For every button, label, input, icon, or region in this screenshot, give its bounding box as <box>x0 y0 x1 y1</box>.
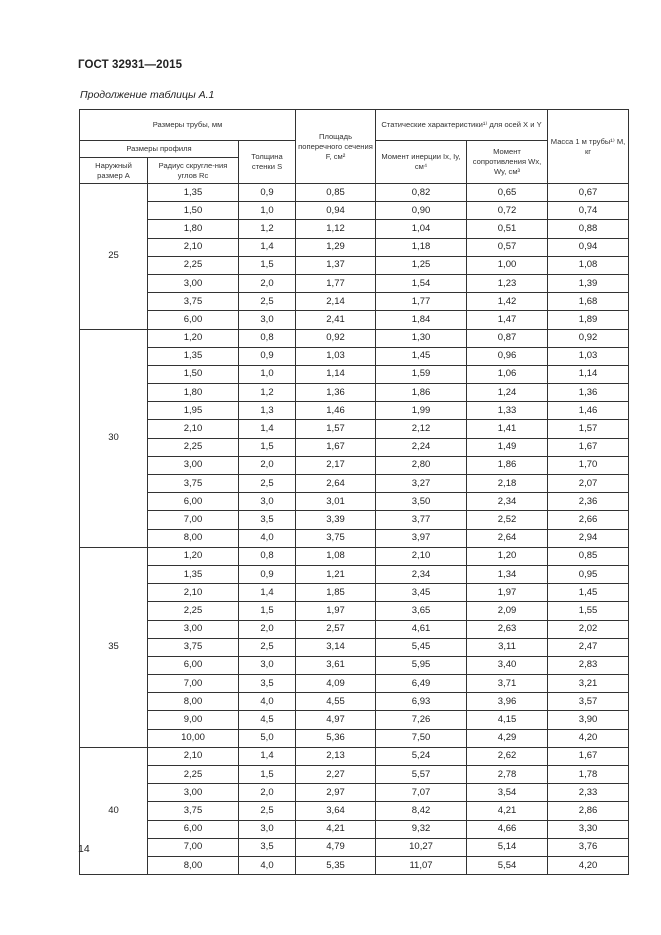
header-pipe-dims: Размеры трубы, мм <box>80 110 296 141</box>
table-cell: 6,00 <box>148 820 239 838</box>
table-cell: 5,36 <box>296 729 376 747</box>
table-cell: 1,4 <box>239 747 296 765</box>
outer-size-cell: 40 <box>80 747 148 874</box>
table-cell: 1,47 <box>467 311 548 329</box>
table-cell: 1,59 <box>376 365 467 383</box>
table-caption: Продолжение таблицы А.1 <box>80 89 215 101</box>
table-cell: 1,70 <box>548 456 629 474</box>
table-cell: 0,92 <box>296 329 376 347</box>
table-cell: 5,57 <box>376 766 467 784</box>
table-cell: 1,24 <box>467 384 548 402</box>
table-cell: 0,9 <box>239 347 296 365</box>
table-row <box>80 456 629 474</box>
table-cell: 2,47 <box>548 638 629 656</box>
table-cell: 1,97 <box>467 584 548 602</box>
table-cell: 1,08 <box>548 256 629 274</box>
table-cell: 2,5 <box>239 802 296 820</box>
table-cell: 3,50 <box>376 493 467 511</box>
table-cell: 3,11 <box>467 638 548 656</box>
table-cell: 1,5 <box>239 438 296 456</box>
table-cell: 1,4 <box>239 584 296 602</box>
table-cell: 8,42 <box>376 802 467 820</box>
header-area: Площадь поперечного сечения F, см² <box>296 110 376 184</box>
table-cell: 1,12 <box>296 220 376 238</box>
table-row <box>80 656 629 674</box>
table-cell: 3,0 <box>239 311 296 329</box>
table-cell: 2,0 <box>239 620 296 638</box>
table-row <box>80 675 629 693</box>
table-cell: 4,0 <box>239 856 296 874</box>
table-cell: 2,17 <box>296 456 376 474</box>
table-cell: 1,4 <box>239 238 296 256</box>
table-cell: 3,39 <box>296 511 376 529</box>
table-row <box>80 238 629 256</box>
outer-size-cell: 35 <box>80 547 148 747</box>
table-cell: 2,94 <box>548 529 629 547</box>
table-cell: 2,27 <box>296 766 376 784</box>
table-cell: 2,63 <box>467 620 548 638</box>
table-cell: 2,10 <box>148 584 239 602</box>
table-cell: 4,15 <box>467 711 548 729</box>
table-cell: 1,33 <box>467 402 548 420</box>
table-cell: 5,24 <box>376 747 467 765</box>
table-cell: 3,00 <box>148 456 239 474</box>
table-cell: 3,75 <box>296 529 376 547</box>
table-row <box>80 638 629 656</box>
table-cell: 4,21 <box>296 820 376 838</box>
table-cell: 3,75 <box>148 802 239 820</box>
table-cell: 0,9 <box>239 184 296 202</box>
table-cell: 1,2 <box>239 220 296 238</box>
table-cell: 1,08 <box>296 547 376 565</box>
header-resistance: Момент сопротивления Wx, Wy, см³ <box>467 141 548 184</box>
table-row <box>80 693 629 711</box>
table-row <box>80 347 629 365</box>
table-cell: 3,45 <box>376 584 467 602</box>
table-cell: 1,03 <box>296 347 376 365</box>
table-cell: 4,21 <box>467 802 548 820</box>
table-cell: 2,0 <box>239 456 296 474</box>
table-cell: 2,36 <box>548 493 629 511</box>
table-row <box>80 565 629 583</box>
table-row <box>80 420 629 438</box>
table-cell: 1,46 <box>548 402 629 420</box>
table-cell: 4,79 <box>296 838 376 856</box>
table-cell: 2,57 <box>296 620 376 638</box>
table-cell: 3,76 <box>548 838 629 856</box>
table-cell: 11,07 <box>376 856 467 874</box>
table-cell: 3,01 <box>296 493 376 511</box>
table-cell: 2,10 <box>148 747 239 765</box>
table-cell: 1,35 <box>148 347 239 365</box>
table-cell: 2,66 <box>548 511 629 529</box>
table-row <box>80 365 629 383</box>
table-cell: 1,00 <box>467 256 548 274</box>
table-cell: 5,95 <box>376 656 467 674</box>
table-row <box>80 602 629 620</box>
table-cell: 2,25 <box>148 602 239 620</box>
table-cell: 1,20 <box>148 547 239 565</box>
table-cell: 1,42 <box>467 293 548 311</box>
table-row <box>80 766 629 784</box>
table-cell: 1,14 <box>296 365 376 383</box>
table-cell: 4,20 <box>548 856 629 874</box>
table-cell: 4,55 <box>296 693 376 711</box>
table-cell: 2,10 <box>148 238 239 256</box>
table-cell: 1,67 <box>296 438 376 456</box>
table-cell: 2,0 <box>239 784 296 802</box>
table-cell: 2,25 <box>148 766 239 784</box>
table-cell: 1,25 <box>376 256 467 274</box>
table-cell: 7,00 <box>148 511 239 529</box>
table-cell: 9,32 <box>376 820 467 838</box>
table-cell: 3,5 <box>239 838 296 856</box>
table-cell: 3,75 <box>148 293 239 311</box>
table-cell: 7,26 <box>376 711 467 729</box>
table-cell: 5,54 <box>467 856 548 874</box>
table-cell: 1,86 <box>376 384 467 402</box>
table-cell: 1,0 <box>239 202 296 220</box>
table-cell: 2,97 <box>296 784 376 802</box>
table-cell: 2,18 <box>467 475 548 493</box>
table-cell: 2,34 <box>376 565 467 583</box>
header-profile-dims: Размеры профиля <box>80 141 239 158</box>
table-cell: 4,09 <box>296 675 376 693</box>
table-cell: 3,71 <box>467 675 548 693</box>
table-cell: 1,29 <box>296 238 376 256</box>
table-cell: 2,13 <box>296 747 376 765</box>
table-cell: 0,94 <box>296 202 376 220</box>
table-row <box>80 747 629 765</box>
table-row <box>80 256 629 274</box>
table-cell: 2,80 <box>376 456 467 474</box>
table-cell: 3,57 <box>548 693 629 711</box>
table-cell: 1,46 <box>296 402 376 420</box>
table-cell: 2,33 <box>548 784 629 802</box>
table-cell: 1,67 <box>548 747 629 765</box>
table-cell: 0,85 <box>548 547 629 565</box>
table-row <box>80 711 629 729</box>
table-row <box>80 511 629 529</box>
table-row <box>80 329 629 347</box>
table-cell: 1,89 <box>548 311 629 329</box>
table-cell: 1,86 <box>467 456 548 474</box>
table-cell: 1,34 <box>467 565 548 583</box>
table-row <box>80 856 629 874</box>
table-cell: 1,0 <box>239 365 296 383</box>
table-cell: 3,97 <box>376 529 467 547</box>
table-cell: 3,61 <box>296 656 376 674</box>
table-cell: 7,00 <box>148 838 239 856</box>
table-cell: 1,35 <box>148 565 239 583</box>
table-row <box>80 184 629 202</box>
table-cell: 2,5 <box>239 475 296 493</box>
table-cell: 2,25 <box>148 256 239 274</box>
table-row <box>80 202 629 220</box>
table-cell: 7,50 <box>376 729 467 747</box>
table-cell: 1,97 <box>296 602 376 620</box>
table-cell: 0,67 <box>548 184 629 202</box>
table-cell: 1,99 <box>376 402 467 420</box>
table-cell: 3,00 <box>148 620 239 638</box>
table-cell: 1,67 <box>548 438 629 456</box>
page-number: 14 <box>78 843 90 855</box>
table-cell: 1,04 <box>376 220 467 238</box>
header-inertia: Момент инерции Ix, Iy, см⁴ <box>376 141 467 184</box>
table-cell: 1,14 <box>548 365 629 383</box>
table-row <box>80 311 629 329</box>
header-static: Статические характеристики¹⁾ для осей X и Y <box>376 110 548 141</box>
table-cell: 1,77 <box>296 274 376 292</box>
outer-size-cell: 25 <box>80 184 148 330</box>
document-title: ГОСТ 32931—2015 <box>78 59 183 71</box>
table-cell: 1,5 <box>239 766 296 784</box>
pipe-data-table <box>79 109 629 875</box>
table-row <box>80 493 629 511</box>
table-cell: 1,45 <box>376 347 467 365</box>
table-cell: 1,4 <box>239 420 296 438</box>
table-cell: 1,54 <box>376 274 467 292</box>
table-cell: 1,21 <box>296 565 376 583</box>
table-cell: 3,64 <box>296 802 376 820</box>
table-cell: 2,52 <box>467 511 548 529</box>
table-cell: 1,78 <box>548 766 629 784</box>
table-cell: 2,09 <box>467 602 548 620</box>
table-cell: 1,36 <box>296 384 376 402</box>
table-cell: 0,92 <box>548 329 629 347</box>
table-cell: 2,78 <box>467 766 548 784</box>
header-outer-size: Наружный размер A <box>80 158 148 184</box>
table-row <box>80 729 629 747</box>
table-cell: 0,82 <box>376 184 467 202</box>
table-cell: 2,12 <box>376 420 467 438</box>
outer-size-cell: 30 <box>80 329 148 547</box>
table-cell: 1,50 <box>148 202 239 220</box>
table-cell: 1,45 <box>548 584 629 602</box>
table-cell: 6,00 <box>148 311 239 329</box>
table-cell: 4,29 <box>467 729 548 747</box>
table-cell: 1,57 <box>296 420 376 438</box>
table-cell: 1,50 <box>148 365 239 383</box>
table-cell: 1,41 <box>467 420 548 438</box>
table-cell: 4,66 <box>467 820 548 838</box>
table-cell: 10,00 <box>148 729 239 747</box>
table-cell: 1,30 <box>376 329 467 347</box>
table-cell: 1,95 <box>148 402 239 420</box>
table-cell: 0,85 <box>296 184 376 202</box>
table-cell: 2,64 <box>467 529 548 547</box>
table-cell: 2,14 <box>296 293 376 311</box>
table-row <box>80 438 629 456</box>
table-cell: 0,8 <box>239 329 296 347</box>
table-cell: 6,00 <box>148 656 239 674</box>
table-cell: 1,20 <box>148 329 239 347</box>
table-cell: 0,96 <box>467 347 548 365</box>
table-cell: 3,14 <box>296 638 376 656</box>
table-row <box>80 620 629 638</box>
table-cell: 2,64 <box>296 475 376 493</box>
table-cell: 2,34 <box>467 493 548 511</box>
table-cell: 2,0 <box>239 274 296 292</box>
table-cell: 1,5 <box>239 602 296 620</box>
header-thickness: Толщина стенки S <box>239 141 296 184</box>
table-cell: 8,00 <box>148 529 239 547</box>
table-cell: 3,21 <box>548 675 629 693</box>
table-cell: 2,25 <box>148 438 239 456</box>
table-cell: 1,20 <box>467 547 548 565</box>
table-cell: 5,14 <box>467 838 548 856</box>
table-cell: 0,87 <box>467 329 548 347</box>
table-cell: 0,94 <box>548 238 629 256</box>
table-cell: 2,10 <box>376 547 467 565</box>
table-cell: 3,75 <box>148 638 239 656</box>
table-row <box>80 584 629 602</box>
table-header <box>80 110 629 184</box>
table-cell: 0,88 <box>548 220 629 238</box>
table-cell: 3,65 <box>376 602 467 620</box>
table-cell: 4,20 <box>548 729 629 747</box>
table-cell: 0,51 <box>467 220 548 238</box>
table-cell: 3,96 <box>467 693 548 711</box>
table-cell: 3,30 <box>548 820 629 838</box>
table-cell: 2,41 <box>296 311 376 329</box>
table-cell: 4,5 <box>239 711 296 729</box>
table-cell: 1,35 <box>148 184 239 202</box>
table-cell: 0,65 <box>467 184 548 202</box>
table-cell: 1,80 <box>148 384 239 402</box>
table-cell: 3,90 <box>548 711 629 729</box>
table-cell: 3,27 <box>376 475 467 493</box>
table-cell: 0,90 <box>376 202 467 220</box>
table-cell: 3,0 <box>239 493 296 511</box>
table-cell: 3,00 <box>148 274 239 292</box>
table-row <box>80 838 629 856</box>
table-cell: 2,02 <box>548 620 629 638</box>
table-cell: 1,3 <box>239 402 296 420</box>
header-mass: Масса 1 м трубы¹⁾ M, кг <box>548 110 629 184</box>
table-cell: 3,77 <box>376 511 467 529</box>
table-cell: 1,39 <box>548 274 629 292</box>
table-cell: 3,00 <box>148 784 239 802</box>
table-cell: 1,77 <box>376 293 467 311</box>
table-cell: 4,97 <box>296 711 376 729</box>
table-cell: 5,0 <box>239 729 296 747</box>
table-cell: 1,49 <box>467 438 548 456</box>
table-cell: 9,00 <box>148 711 239 729</box>
table-row <box>80 402 629 420</box>
table-row <box>80 784 629 802</box>
table-cell: 1,5 <box>239 256 296 274</box>
table-row <box>80 274 629 292</box>
table-cell: 3,0 <box>239 820 296 838</box>
table-cell: 3,40 <box>467 656 548 674</box>
table-cell: 1,2 <box>239 384 296 402</box>
table-cell: 2,86 <box>548 802 629 820</box>
table-cell: 6,93 <box>376 693 467 711</box>
table-cell: 3,0 <box>239 656 296 674</box>
table-cell: 10,27 <box>376 838 467 856</box>
table-cell: 0,74 <box>548 202 629 220</box>
table-cell: 0,8 <box>239 547 296 565</box>
table-cell: 6,00 <box>148 493 239 511</box>
table-row <box>80 802 629 820</box>
table-cell: 5,45 <box>376 638 467 656</box>
table-cell: 8,00 <box>148 693 239 711</box>
table-cell: 1,55 <box>548 602 629 620</box>
table-cell: 2,5 <box>239 293 296 311</box>
table-body <box>80 184 629 875</box>
table-cell: 1,68 <box>548 293 629 311</box>
table-cell: 8,00 <box>148 856 239 874</box>
table-cell: 0,95 <box>548 565 629 583</box>
table-cell: 3,5 <box>239 675 296 693</box>
table-cell: 2,24 <box>376 438 467 456</box>
table-cell: 5,35 <box>296 856 376 874</box>
table-cell: 1,57 <box>548 420 629 438</box>
table-cell: 7,00 <box>148 675 239 693</box>
table-row <box>80 293 629 311</box>
table-cell: 4,0 <box>239 529 296 547</box>
table-cell: 2,5 <box>239 638 296 656</box>
table-cell: 4,0 <box>239 693 296 711</box>
table-cell: 1,23 <box>467 274 548 292</box>
table-cell: 1,06 <box>467 365 548 383</box>
table-cell: 1,80 <box>148 220 239 238</box>
table-cell: 4,61 <box>376 620 467 638</box>
table-cell: 7,07 <box>376 784 467 802</box>
table-row <box>80 220 629 238</box>
table-row <box>80 820 629 838</box>
table-cell: 2,10 <box>148 420 239 438</box>
table-cell: 3,5 <box>239 511 296 529</box>
table-cell: 1,03 <box>548 347 629 365</box>
table-cell: 2,07 <box>548 475 629 493</box>
table-cell: 1,36 <box>548 384 629 402</box>
table-row <box>80 384 629 402</box>
table-cell: 1,84 <box>376 311 467 329</box>
table-row <box>80 475 629 493</box>
table-cell: 3,75 <box>148 475 239 493</box>
header-radius: Радиус скругле-ния углов Rс <box>148 158 239 184</box>
table-cell: 1,37 <box>296 256 376 274</box>
table-row <box>80 547 629 565</box>
table-cell: 0,57 <box>467 238 548 256</box>
table-cell: 2,62 <box>467 747 548 765</box>
table-row <box>80 529 629 547</box>
table-cell: 0,72 <box>467 202 548 220</box>
table-cell: 2,83 <box>548 656 629 674</box>
table-cell: 6,49 <box>376 675 467 693</box>
table-cell: 1,85 <box>296 584 376 602</box>
table-cell: 0,9 <box>239 565 296 583</box>
table-cell: 3,54 <box>467 784 548 802</box>
table-cell: 1,18 <box>376 238 467 256</box>
